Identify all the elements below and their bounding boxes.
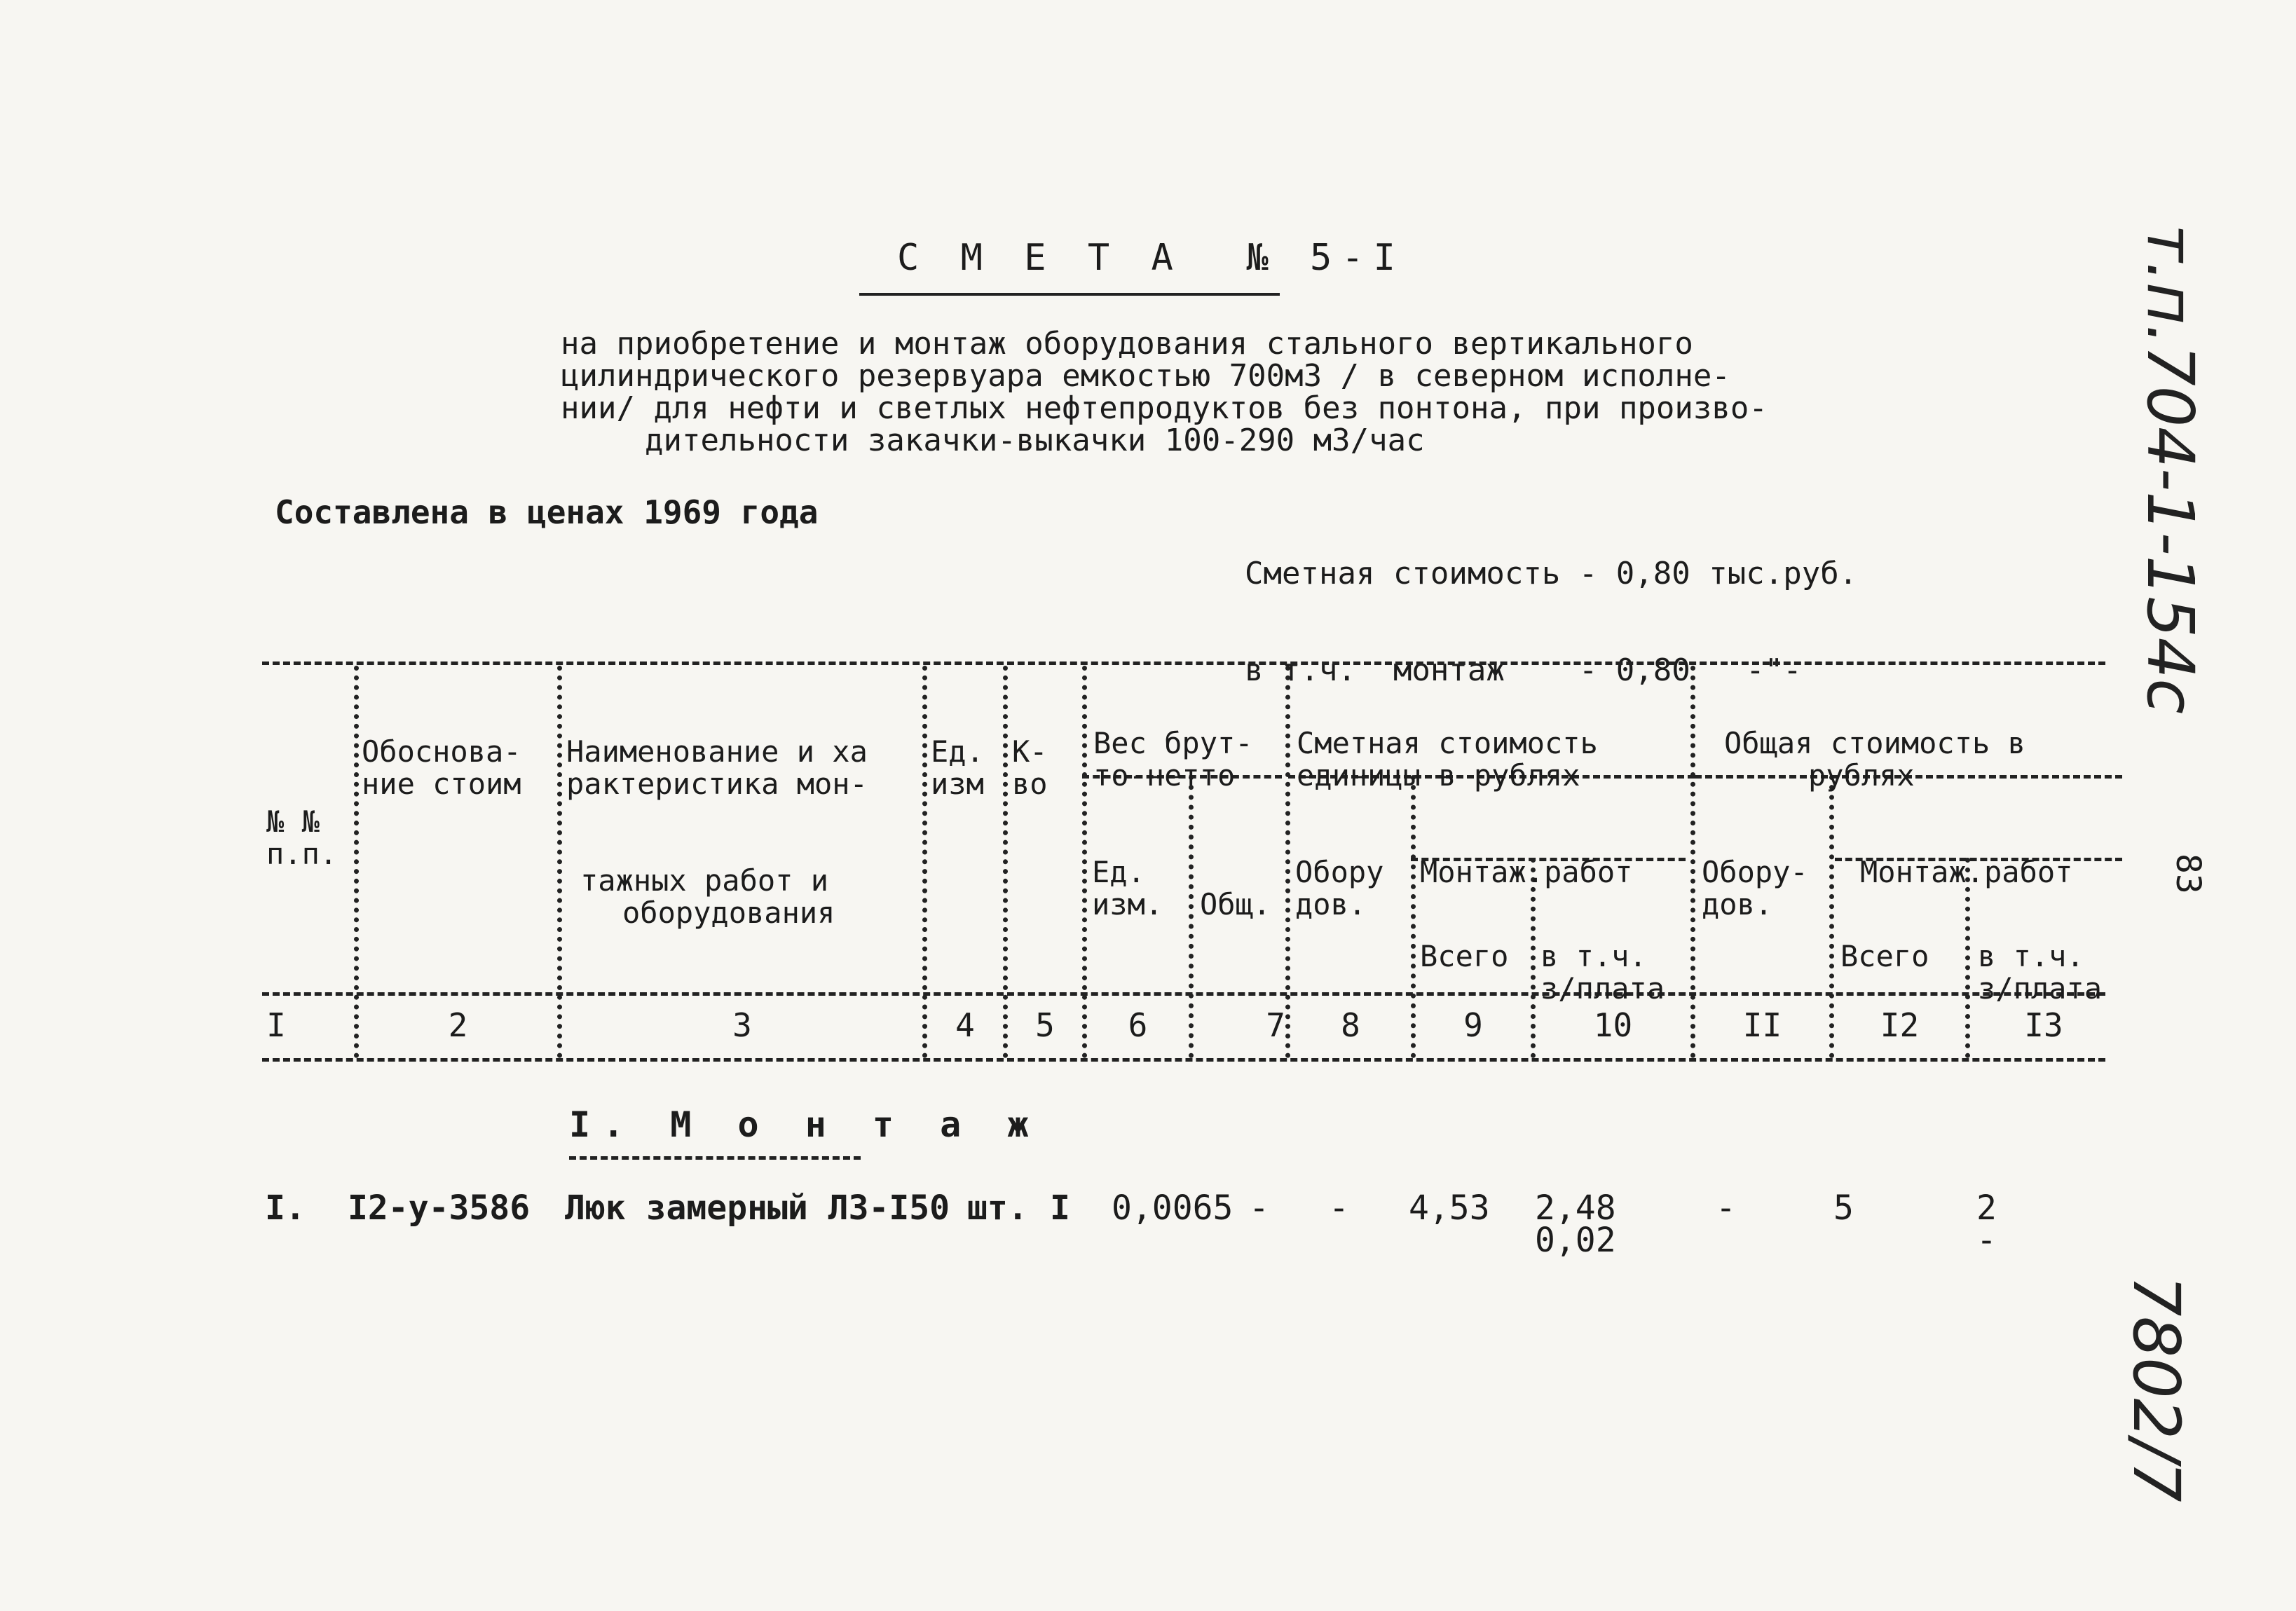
document-title: С М Е Т А № 5-I (897, 237, 1405, 279)
row-weight-total: - (1249, 1188, 1269, 1228)
row-unit: шт. (967, 1188, 1028, 1228)
row-weight-unit: 0,0065 (1112, 1188, 1234, 1228)
header-total-wage: в т.ч. з/плата (1978, 939, 2103, 1006)
header-unit-equipment: Обору дов. (1295, 855, 1384, 921)
header-total-montage-group: Монтаж.работ (1860, 855, 2073, 889)
header-total-cost-group: Общая стоимость в рублях (1724, 726, 2025, 793)
column-number: 8 (1341, 1006, 1360, 1044)
handwritten-project-code: т.п.704-1-154с (2133, 224, 2208, 714)
header-weight-total: Общ. (1200, 887, 1271, 921)
row-total-wage-extra: - (1976, 1221, 1997, 1260)
row-unit-montage-total: 4,53 (1409, 1188, 1490, 1228)
header-unit-montage-wage: в т.ч. з/плата (1540, 939, 1665, 1006)
handwritten-number: 7802/7 (2119, 1275, 2194, 1502)
row-qty: I (1050, 1188, 1070, 1228)
subtitle-line: дительности закачки-выкачки 100-290 м3/час (645, 423, 1425, 458)
column-number: I2 (1880, 1006, 1920, 1044)
row-number: I. (265, 1188, 306, 1228)
header-total-equipment: Обору- дов. (1702, 855, 1808, 921)
section-underline (569, 1156, 861, 1160)
prices-note: Составлена в ценах 1969 года (275, 493, 819, 531)
header-unit-montage-total: Всего (1420, 939, 1509, 973)
header-qty: К- во (1012, 734, 1048, 801)
title-underline (859, 293, 1280, 296)
header-weight-unit: Ед. изм. (1092, 855, 1163, 921)
row-total-montage: 5 (1833, 1188, 1854, 1228)
header-weight-group: Вес брут- то-нетто (1093, 726, 1253, 793)
row-total-equipment: - (1716, 1188, 1736, 1228)
column-number: 7 (1266, 1006, 1285, 1044)
column-number: 6 (1128, 1006, 1148, 1044)
column-number: 5 (1035, 1006, 1055, 1044)
column-separator (1690, 666, 1695, 1058)
document-subtitle (0, 328, 2296, 489)
column-number: I3 (2024, 1006, 2063, 1044)
row-unit-montage-wage: 2,48 (1535, 1188, 1616, 1228)
subtitle-line: нии/ для нефти и светлых нефтепродуктов без понтона, при произво- (561, 390, 1768, 426)
column-separator (1003, 666, 1008, 1058)
column-separator (354, 666, 359, 1058)
header-name: Наименование и ха рактеристика мон- тажных работ и оборудования (566, 734, 868, 930)
column-separator (922, 666, 927, 1058)
header-basis: Обоснова- ние стоим (362, 734, 521, 801)
header-unit-montage-group: Монтаж.работ (1420, 855, 1633, 889)
column-number: 10 (1593, 1006, 1633, 1044)
numbers-bottom-rule (262, 1058, 2105, 1062)
column-number: 4 (955, 1006, 975, 1044)
row-unit-equipment: - (1329, 1188, 1349, 1228)
header-number: № № п.п. (266, 804, 338, 871)
column-number: 3 (732, 1006, 752, 1044)
column-number: I (266, 1006, 286, 1044)
subtitle-line: цилиндрического резервуара емкостью 700м3 / в северном исполне- (561, 358, 1730, 394)
column-separator (557, 666, 562, 1058)
column-number: II (1742, 1006, 1782, 1044)
cost-line: в т.ч. монтаж - 0,80 -"- (1245, 652, 1802, 688)
column-separator (1285, 666, 1290, 1058)
row-name: Люк замерный ЛЗ-I50 (565, 1188, 950, 1228)
subtitle-line: на приобретение и монтаж оборудования стального вертикального (561, 326, 1693, 362)
row-total-wage: 2 (1976, 1188, 1997, 1228)
cost-line: Сметная стоимость - 0,80 тыс.руб. (1245, 556, 1858, 591)
header-unit: Ед. изм (931, 734, 984, 801)
row-unit-montage-wage-extra: 0,02 (1535, 1221, 1616, 1260)
row-basis: I2-у-3586 (348, 1188, 531, 1228)
column-number: 2 (448, 1006, 468, 1044)
column-number: 9 (1463, 1006, 1483, 1044)
header-unit-cost-group: Сметная стоимость единицы в рублях (1297, 726, 1598, 793)
column-separator (1082, 666, 1087, 1058)
section-title: I. М о н т а ж (569, 1104, 1041, 1145)
page-number: 83 (2168, 854, 2208, 894)
header-total-montage: Всего (1840, 939, 1929, 973)
